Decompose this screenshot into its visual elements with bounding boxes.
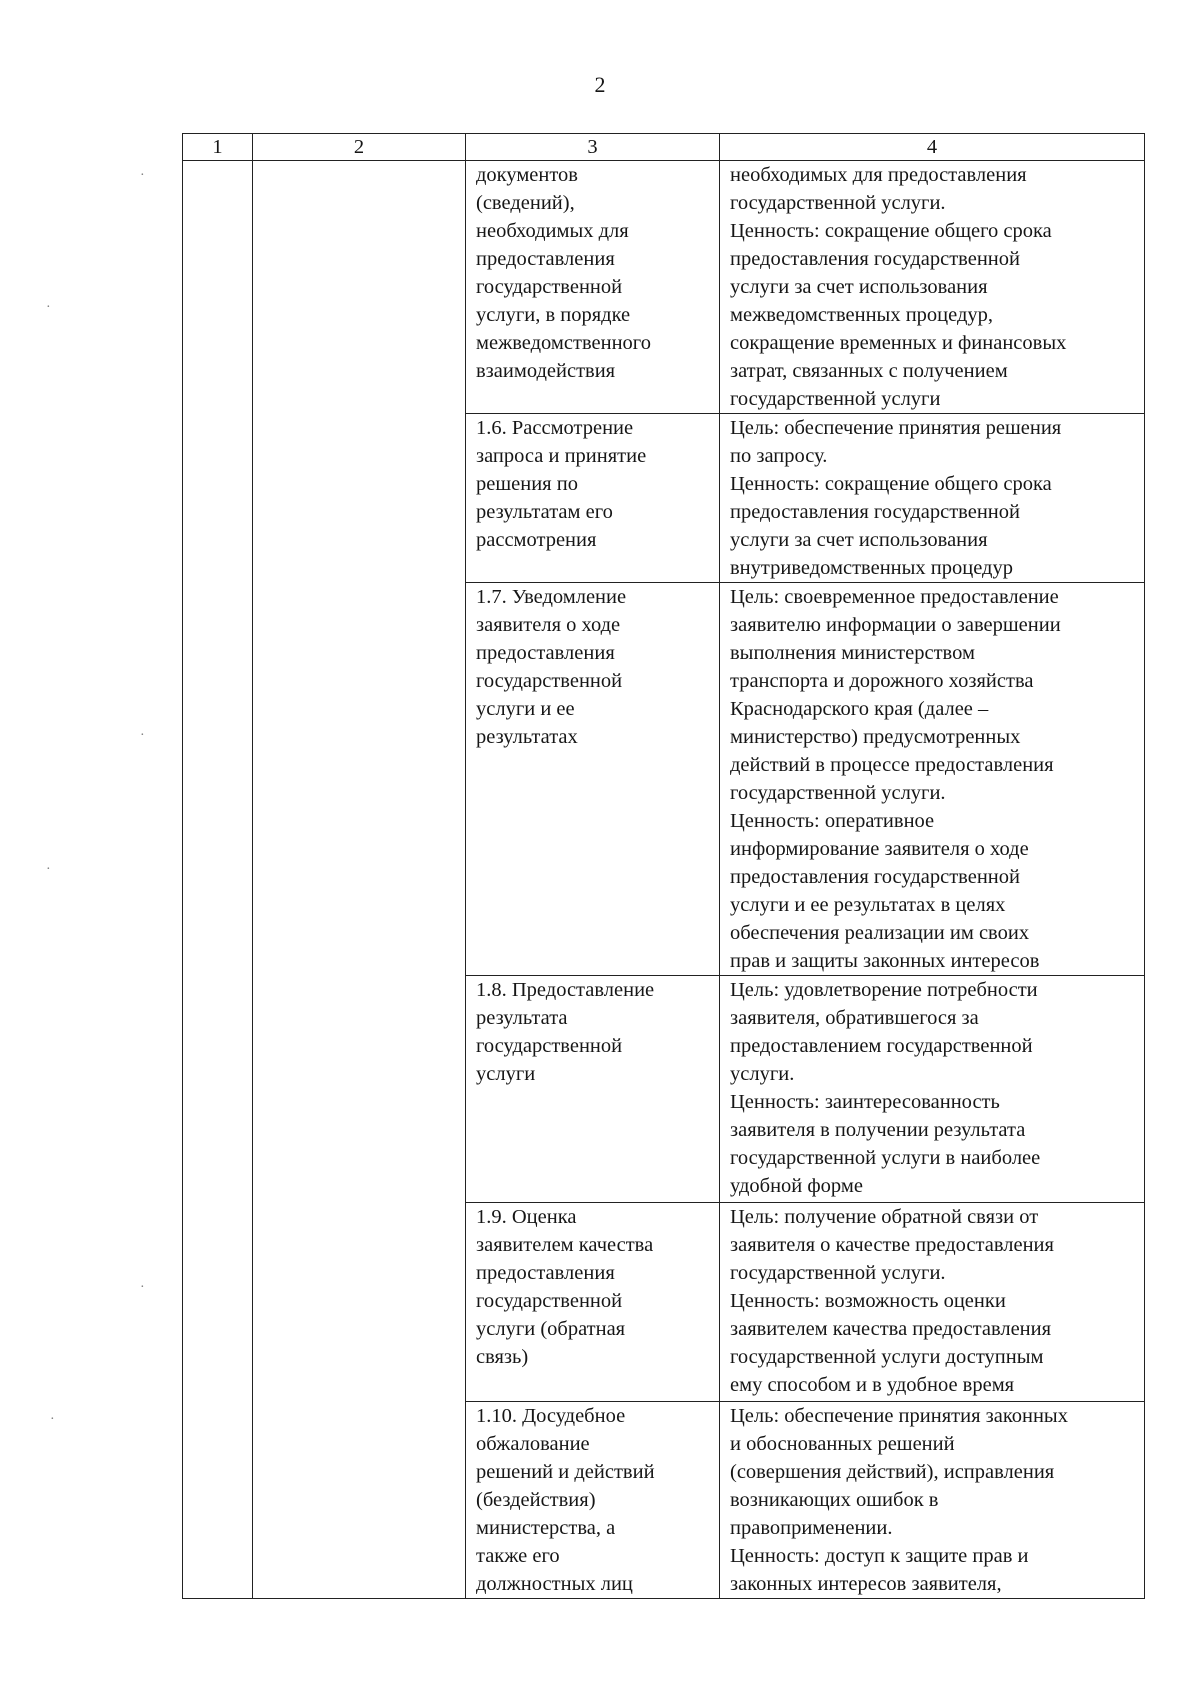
merged-cell-col2 bbox=[253, 161, 466, 1599]
step-text: 1.8. Предоставление результата государственной услуги bbox=[476, 979, 655, 1085]
description-cell bbox=[720, 1203, 1145, 1402]
scan-mark: · bbox=[140, 1280, 145, 1295]
scan-mark: · bbox=[46, 862, 51, 877]
step-cell bbox=[466, 976, 720, 1203]
merged-cell-col1 bbox=[183, 161, 253, 1599]
column-header-3: 3 bbox=[466, 134, 720, 161]
description-cell bbox=[720, 976, 1145, 1203]
column-header-1: 1 bbox=[183, 134, 253, 161]
step-cell bbox=[466, 414, 720, 583]
column-header-2: 2 bbox=[253, 134, 466, 161]
description-cell bbox=[720, 414, 1145, 583]
table-row bbox=[183, 161, 1145, 414]
description-text: Цель: удовлетворение потребности заявителя, обратившегося за предоставлением государственной услуги. Ценность: заинтересованность заявителя в получении результата государственной услуги в наиболее удобной форме bbox=[730, 979, 1041, 1197]
step-text: 1.6. Рассмотрение запроса и принятие решения по результатам его рассмотрения bbox=[476, 417, 647, 551]
column-header-4: 4 bbox=[720, 134, 1145, 161]
description-text: Цель: обеспечение принятия решения по запросу. Ценность: сокращение общего срока предоставления государственной услуги за счет использования внутриведомственных процедур bbox=[730, 417, 1062, 579]
description-text: Цель: обеспечение принятия законных и обоснованных решений (совершения действий), исправления возникающих ошибок в правоприменении. Ценность: доступ к защите прав и законных интересов заявителя, bbox=[730, 1405, 1068, 1595]
step-text: документов (сведений), необходимых для предоставления государственной услуги, в порядке межведомственного взаимодействия bbox=[476, 164, 651, 382]
step-cell bbox=[466, 1203, 720, 1402]
description-cell bbox=[720, 583, 1145, 976]
description-cell bbox=[720, 1402, 1145, 1599]
description-cell bbox=[720, 161, 1145, 414]
description-text: Цель: получение обратной связи от заявителя о качестве предоставления государственной услуги. Ценность: возможность оценки заявителем качества предоставления государственной услуги доступным ему способом и в удобное время bbox=[730, 1206, 1054, 1396]
services-table bbox=[182, 133, 1145, 1599]
step-text: 1.9. Оценка заявителем качества предоставления государственной услуги (обратная связь) bbox=[476, 1206, 654, 1368]
scan-mark: · bbox=[140, 168, 145, 183]
table-header-row bbox=[183, 134, 1145, 161]
step-text: 1.7. Уведомление заявителя о ходе предоставления государственной услуги и ее результатах bbox=[476, 586, 627, 748]
scan-mark: · bbox=[46, 300, 51, 315]
scan-mark: · bbox=[50, 1412, 55, 1427]
step-cell bbox=[466, 161, 720, 414]
step-cell bbox=[466, 1402, 720, 1599]
scan-mark: · bbox=[140, 728, 145, 743]
step-text: 1.10. Досудебное обжалование решений и действий (бездействия) министерства, а также его должностных лиц bbox=[476, 1405, 655, 1595]
description-text: необходимых для предоставления государственной услуги. Ценность: сокращение общего срока предоставления государственной услуги за счет использования межведомственных процедур, сокращение временных и финансовых затрат, связанных с получением государственной услуги bbox=[730, 164, 1067, 410]
step-cell bbox=[466, 583, 720, 976]
description-text: Цель: своевременное предоставление заявителю информации о завершении выполнения министерством транспорта и дорожного хозяйства Краснодарского края (далее – министерство) предусмотренных действий в процессе предоставления государственной услуги. Ценность: оперативное информирование заявителя о ходе предоставления государственной услуги и ее результатах в целях обеспечения реализации им своих прав и защиты законных интересов bbox=[730, 586, 1061, 972]
page-number: 2 bbox=[594, 72, 606, 97]
